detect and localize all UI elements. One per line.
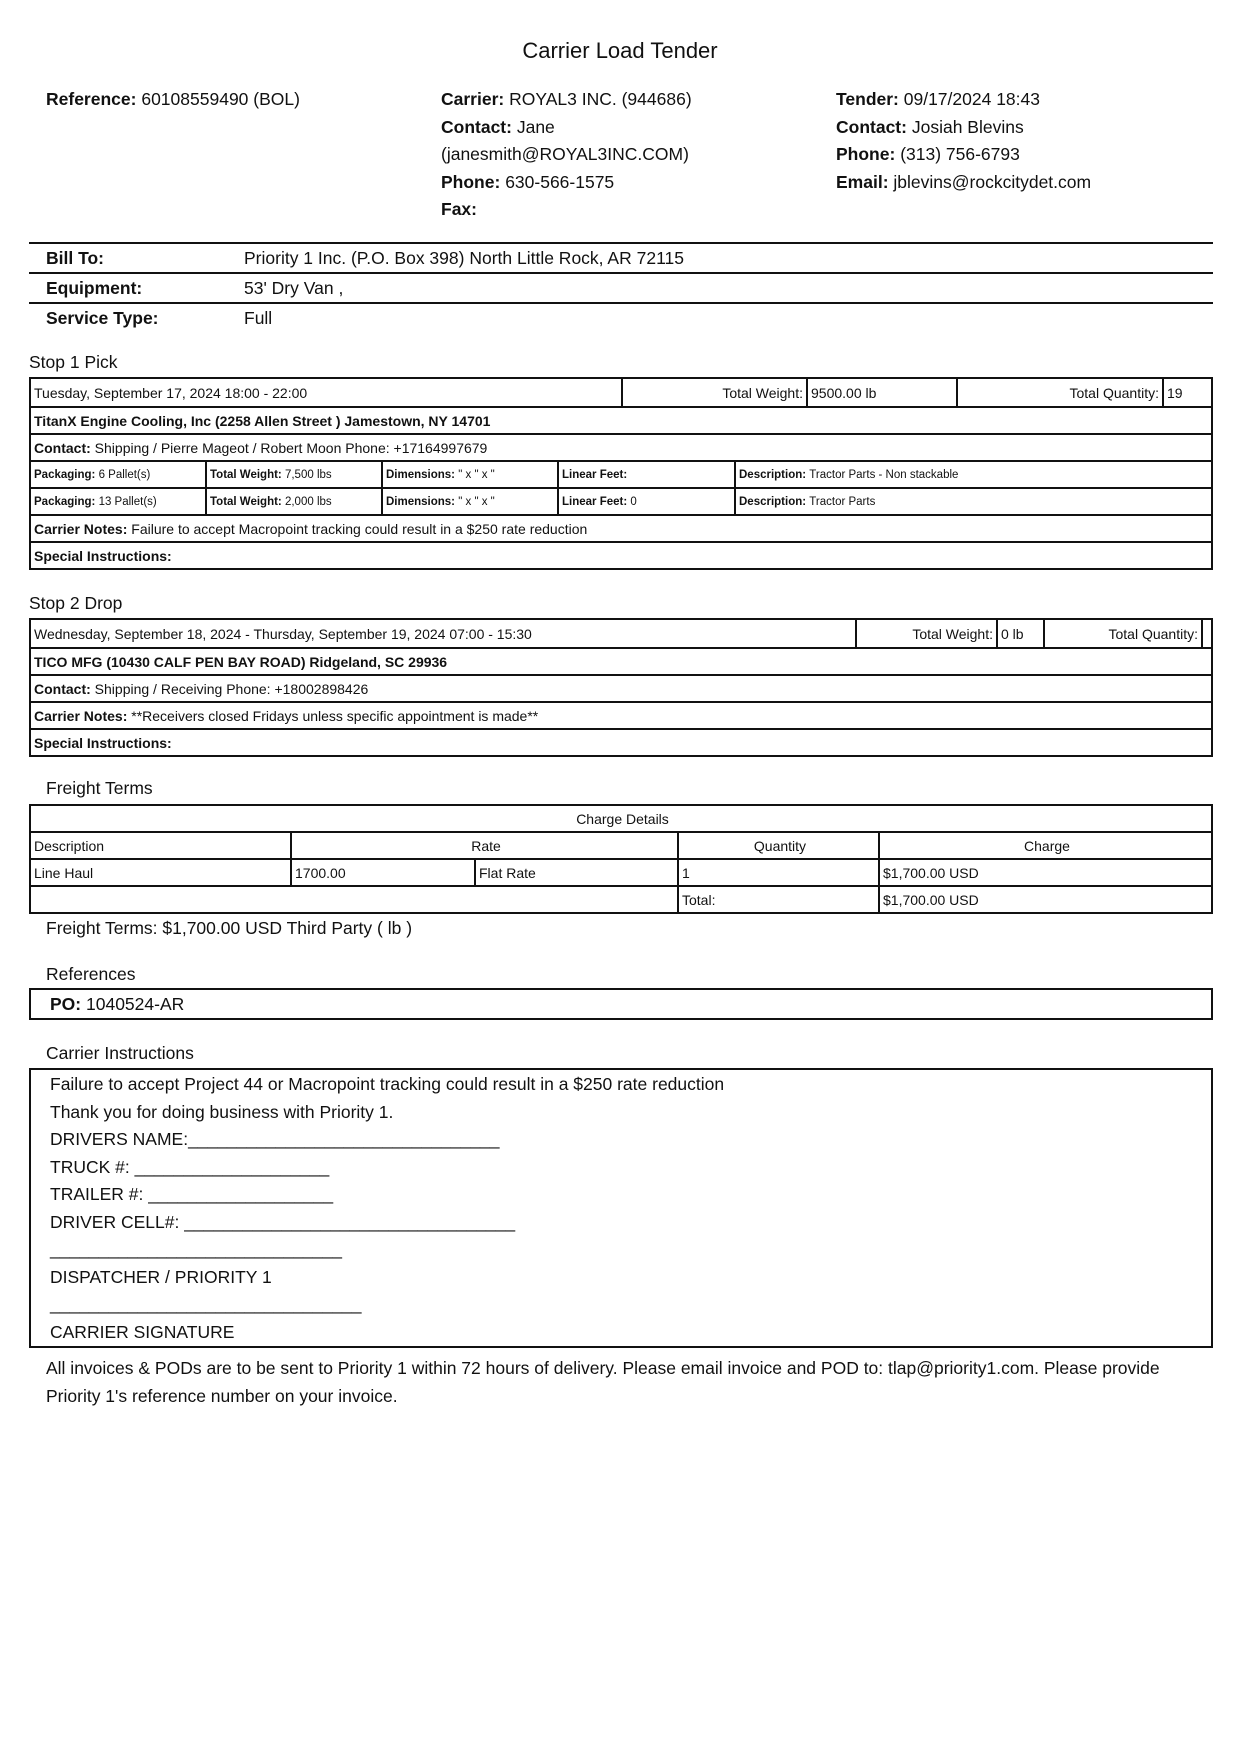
table-row: [30, 859, 1212, 886]
service-type-label: Service Type:: [46, 308, 159, 328]
dimensions-label: Dimensions:: [386, 495, 456, 508]
email-value: jblevins@rockcitydet.com: [893, 171, 1092, 192]
row-charge: $1,700.00 USD: [879, 859, 1212, 886]
weight-label: Total Weight:: [210, 495, 282, 508]
phone-label: Phone:: [836, 144, 896, 164]
item2-description: Tractor Parts: [809, 495, 876, 508]
stop1-special-row: [31, 541, 1211, 568]
charge-details-table: [29, 804, 1213, 914]
stop2-contact-value: Shipping / Receiving Phone: +18002898426: [94, 680, 369, 697]
stop2-date-row: [31, 620, 1211, 647]
col-charge-header: Charge: [879, 832, 1212, 859]
carrier-value: ROYAL3 INC. (944686): [509, 89, 692, 109]
po-value: 1040524-AR: [86, 993, 185, 1014]
summary-row-service-type: [29, 303, 1213, 333]
item1-weight: 7,500 lbs: [284, 468, 332, 481]
summary-table: [29, 242, 1213, 333]
stop2-special-row: [31, 728, 1211, 755]
stop1-carrier-notes-label: Carrier Notes:: [34, 520, 128, 537]
stop1-contact-label: Contact:: [34, 439, 91, 456]
stop1-contact-value: Shipping / Pierre Mageot / Robert Moon Phone: +17164997679: [94, 439, 488, 456]
truck-number-line: TRUCK #: ____________________: [50, 1156, 330, 1177]
freight-terms-line: Freight Terms: $1,700.00 USD Third Party ( lb ): [46, 918, 413, 938]
stop2-location-row: [31, 647, 1211, 674]
reference-value: 60108559490 (BOL): [141, 89, 300, 109]
stop1-date: Tuesday, September 17, 2024 18:00 - 22:00: [31, 379, 623, 406]
footer-note: All invoices & PODs are to be sent to Priority 1 within 72 hours of delivery. Please email invoice and POD to: tlap@priority1.com. Please provide Priority 1's reference number on your invoice.: [46, 1358, 1160, 1406]
tender-label: Tender:: [836, 89, 899, 109]
stop1-total-weight-value: 9500.00 lb: [808, 379, 958, 406]
document-title: Carrier Load Tender: [522, 38, 718, 63]
charge-title-row: [30, 805, 1212, 832]
linear-feet-label: Linear Feet:: [562, 495, 628, 508]
carrier-phone-label: Phone:: [441, 171, 501, 192]
stop2-carrier-notes-row: [31, 701, 1211, 728]
carrier-instructions-heading: Carrier Instructions: [46, 1043, 194, 1063]
stop1-contact-row: [31, 433, 1211, 460]
equipment-value: 53' Dry Van ,: [244, 277, 344, 298]
carrier-phone-value: 630-566-1575: [505, 171, 615, 192]
references-box: [29, 988, 1213, 1020]
carrier-contact-label: Contact:: [441, 116, 512, 137]
stop1-total-quantity-label: Total Quantity:: [958, 379, 1164, 406]
tender-block: [836, 86, 1206, 196]
references-heading: References: [46, 964, 136, 984]
summary-row-bill-to: [29, 243, 1213, 273]
stop1-special-label: Special Instructions:: [34, 547, 172, 564]
bill-to-label: Bill To:: [46, 247, 104, 268]
drivers-name-line: DRIVERS NAME:________________________________: [50, 1129, 500, 1149]
email-label: Email:: [836, 171, 889, 192]
item2-weight: 2,000 lbs: [284, 495, 332, 508]
col-description-header: Description: [30, 832, 291, 859]
carrier-instructions-box: [29, 1068, 1213, 1348]
trailer-number-line: TRAILER #: ___________________: [50, 1184, 334, 1204]
item2-linear-feet: 0: [630, 495, 637, 508]
description-label: Description:: [739, 495, 807, 508]
row-rate-type: Flat Rate: [475, 859, 678, 886]
col-quantity-header: Quantity: [678, 832, 879, 859]
total-spacer: [30, 886, 678, 913]
driver-cell-line: DRIVER CELL#: __________________________________: [50, 1211, 516, 1232]
row-rate: 1700.00: [291, 859, 475, 886]
charge-details-title: Charge Details: [30, 805, 1212, 832]
item2-packaging: 13 Pallet(s): [98, 495, 157, 508]
stop2-location: TICO MFG (10430 CALF PEN BAY ROAD) Ridgeland, SC 29936: [34, 653, 448, 670]
carrier-block: [441, 86, 771, 224]
stop2-contact-label: Contact:: [34, 680, 91, 697]
equipment-label: Equipment:: [46, 277, 143, 298]
stop2-heading: Stop 2 Drop: [29, 593, 123, 613]
stop1-date-row: [31, 379, 1211, 406]
stop1-item-row: [31, 487, 1211, 514]
packaging-label: Packaging:: [34, 495, 96, 508]
item1-packaging: 6 Pallet(s): [98, 468, 151, 481]
bill-to-value: Priority 1 Inc. (P.O. Box 398) North Little Rock, AR 72115: [244, 247, 684, 268]
stop2-special-label: Special Instructions:: [34, 734, 172, 751]
packaging-label: Packaging:: [34, 468, 96, 481]
stop1-total-weight-label: Total Weight:: [623, 379, 808, 406]
carrier-label: Carrier:: [441, 89, 505, 109]
row-description: Line Haul: [30, 859, 291, 886]
reference-block: [46, 86, 416, 114]
stop2-box: [29, 618, 1213, 757]
charge-header-row: [30, 832, 1212, 859]
reference-label: Reference:: [46, 89, 137, 109]
item1-description: Tractor Parts - Non stackable: [809, 468, 959, 481]
item1-dimensions: " x " x ": [458, 468, 495, 481]
total-value: $1,700.00 USD: [879, 886, 1212, 913]
instruction-line: Thank you for doing business with Priority 1.: [50, 1101, 394, 1122]
phone-value: (313) 756-6793: [900, 144, 1020, 164]
stop2-total-quantity-value: [1203, 620, 1211, 647]
stop1-carrier-notes-value: Failure to accept Macropoint tracking could result in a $250 rate reduction: [131, 520, 588, 537]
tender-value: 09/17/2024 18:43: [903, 89, 1040, 109]
carrier-fax-label: Fax:: [441, 199, 477, 219]
description-label: Description:: [739, 468, 807, 481]
stop2-total-quantity-label: Total Quantity:: [1045, 620, 1203, 647]
stop1-carrier-notes-row: [31, 514, 1211, 541]
dispatcher-signature-line: ______________________________: [50, 1239, 342, 1259]
stop2-total-weight-label: Total Weight:: [857, 620, 998, 647]
contact-label: Contact:: [836, 116, 907, 137]
stop2-date: Wednesday, September 18, 2024 - Thursday, September 19, 2024 07:00 - 15:30: [31, 620, 857, 647]
stop1-location: TitanX Engine Cooling, Inc (2258 Allen Street ) Jamestown, NY 14701: [34, 412, 491, 429]
instruction-line: Failure to accept Project 44 or Macropoint tracking could result in a $250 rate reduction: [50, 1074, 725, 1094]
total-row: [30, 886, 1212, 913]
stop2-carrier-notes-label: Carrier Notes:: [34, 707, 128, 724]
stop1-total-quantity-value: 19: [1167, 384, 1183, 401]
po-label: PO:: [50, 993, 82, 1014]
stop2-contact-row: [31, 674, 1211, 701]
dimensions-label: Dimensions:: [386, 468, 456, 481]
stop1-item-row: [31, 460, 1211, 487]
dispatcher-label: DISPATCHER / PRIORITY 1: [50, 1266, 272, 1287]
stop1-location-row: [31, 406, 1211, 433]
item2-dimensions: " x " x ": [458, 495, 495, 508]
total-label: Total:: [678, 886, 879, 913]
stop2-carrier-notes-value: **Receivers closed Fridays unless specific appointment is made**: [131, 707, 539, 724]
stop1-heading: Stop 1 Pick: [29, 352, 118, 372]
weight-label: Total Weight:: [210, 468, 282, 481]
carrier-contact-email: (janesmith@ROYAL3INC.COM): [441, 144, 689, 164]
contact-value: Josiah Blevins: [911, 116, 1024, 137]
carrier-signature-label: CARRIER SIGNATURE: [50, 1321, 235, 1342]
carrier-contact-value: Jane: [516, 116, 555, 137]
stop2-total-weight-value: 0 lb: [998, 620, 1045, 647]
freight-heading: Freight Terms: [46, 778, 153, 798]
col-rate-header: Rate: [291, 832, 678, 859]
row-quantity: 1: [678, 859, 879, 886]
carrier-signature-line: ________________________________: [50, 1294, 362, 1314]
linear-feet-label: Linear Feet:: [562, 468, 628, 481]
service-type-value: Full: [244, 308, 273, 328]
stop1-box: [29, 377, 1213, 570]
summary-row-equipment: [29, 273, 1213, 303]
